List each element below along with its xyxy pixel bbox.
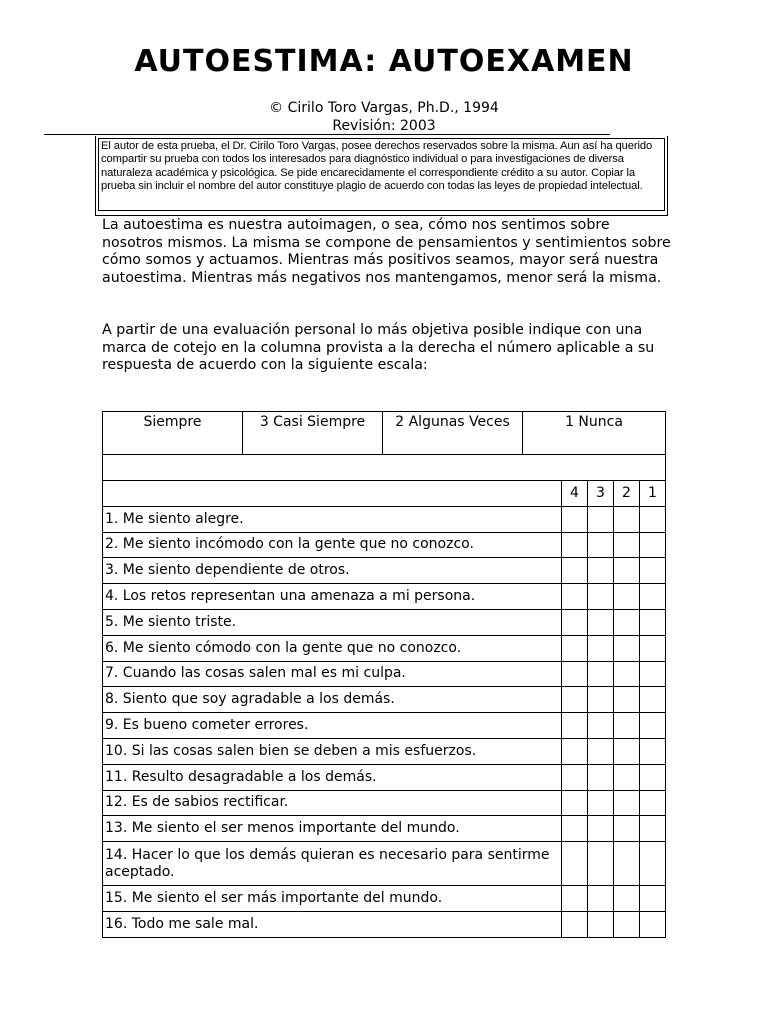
answer-cell-1[interactable] (640, 790, 666, 816)
table-row (103, 609, 666, 635)
answer-cell-1[interactable] (640, 558, 666, 584)
item-statement: 10. Si las cosas salen bien se deben a mis esfuerzos. (103, 738, 562, 764)
table-row (103, 506, 666, 532)
items-table (102, 480, 666, 938)
answer-cell-2[interactable] (614, 911, 640, 937)
answer-cell-1[interactable] (640, 532, 666, 558)
scale-table (102, 411, 666, 481)
table-row (103, 911, 666, 937)
scale-header-2: 2 Algunas Veces (383, 412, 523, 455)
item-statement: 11. Resulto desagradable a los demás. (103, 764, 562, 790)
table-row (103, 532, 666, 558)
answer-cell-2[interactable] (614, 558, 640, 584)
answer-cell-3[interactable] (588, 886, 614, 912)
answer-cell-4[interactable] (562, 816, 588, 842)
answer-cell-2[interactable] (614, 713, 640, 739)
table-row (103, 790, 666, 816)
table-row (103, 842, 666, 886)
item-statement: 15. Me siento el ser más importante del mundo. (103, 886, 562, 912)
answer-cell-1[interactable] (640, 635, 666, 661)
scale-header-4: Siempre (103, 412, 243, 455)
answer-cell-4[interactable] (562, 687, 588, 713)
answer-header-4: 4 (562, 481, 588, 507)
answer-cell-1[interactable] (640, 687, 666, 713)
table-row (103, 635, 666, 661)
answer-cell-3[interactable] (588, 713, 614, 739)
item-statement: 9. Es bueno cometer errores. (103, 713, 562, 739)
answer-cell-2[interactable] (614, 790, 640, 816)
scale-header-3: 3 Casi Siempre (243, 412, 383, 455)
intro-paragraph: La autoestima es nuestra autoimagen, o sea, cómo nos sentimos sobre nosotros mismos. La misma se compone de pensamientos y sentimientos sobre cómo somos y actuamos. Mientras más positivos seamos, mayor será nuestra autoestima. Mientras más negativos nos mantengamos, menor será la misma. (102, 217, 671, 286)
item-statement: 16. Todo me sale mal. (103, 911, 562, 937)
table-row (103, 584, 666, 610)
answer-cell-1[interactable] (640, 713, 666, 739)
item-statement: 13. Me siento el ser menos importante del mundo. (103, 816, 562, 842)
answer-header-row (103, 481, 666, 507)
answer-cell-1[interactable] (640, 911, 666, 937)
table-row (103, 764, 666, 790)
answer-cell-2[interactable] (614, 764, 640, 790)
answer-cell-1[interactable] (640, 609, 666, 635)
answer-cell-4[interactable] (562, 532, 588, 558)
answer-cell-3[interactable] (588, 584, 614, 610)
copyright-line: © Cirilo Toro Vargas, Ph.D., 1994 (269, 100, 499, 116)
scale-header-1: 1 Nunca (523, 412, 666, 455)
table-row (103, 738, 666, 764)
item-statement: 2. Me siento incómodo con la gente que no conozco. (103, 532, 562, 558)
table-row (103, 558, 666, 584)
answer-cell-2[interactable] (614, 506, 640, 532)
answer-header-2: 2 (614, 481, 640, 507)
answer-cell-4[interactable] (562, 558, 588, 584)
answer-cell-3[interactable] (588, 816, 614, 842)
answer-cell-1[interactable] (640, 738, 666, 764)
answer-cell-4[interactable] (562, 790, 588, 816)
item-statement: 5. Me siento triste. (103, 609, 562, 635)
item-statement: 14. Hacer lo que los demás quieran es necesario para sentirme aceptado. (103, 842, 562, 886)
answer-cell-4[interactable] (562, 713, 588, 739)
answer-cell-1[interactable] (640, 506, 666, 532)
answer-cell-2[interactable] (614, 609, 640, 635)
answer-cell-3[interactable] (588, 532, 614, 558)
answer-cell-1[interactable] (640, 842, 666, 886)
item-statement: 12. Es de sabios rectificar. (103, 790, 562, 816)
scale-blank-row (103, 455, 666, 481)
answer-cell-2[interactable] (614, 886, 640, 912)
page-title: AUTOESTIMA: AUTOEXAMEN (134, 44, 634, 79)
item-statement: 6. Me siento cómodo con la gente que no conozco. (103, 635, 562, 661)
statement-header-cell (103, 481, 562, 507)
answer-cell-4[interactable] (562, 661, 588, 687)
divider (44, 134, 610, 135)
answer-cell-1[interactable] (640, 584, 666, 610)
answer-cell-3[interactable] (588, 764, 614, 790)
answer-cell-3[interactable] (588, 506, 614, 532)
answer-cell-3[interactable] (588, 558, 614, 584)
answer-cell-2[interactable] (614, 816, 640, 842)
answer-header-1: 1 (640, 481, 666, 507)
item-statement: 1. Me siento alegre. (103, 506, 562, 532)
copyright-notice: El autor de esta prueba, el Dr. Cirilo Toro Vargas, posee derechos reservados sobre la misma. Aun así ha querido compartir su prueba con todos los interesados para diagnóstico individual o para investigaciones de diversa naturaleza académica y psicológica. Se pide encarecidamente el correspondiente crédito a su autor. Copiar la prueba sin incluir el nombre del autor constituye plagio de acuerdo con todas las leyes de propiedad intelectual. (98, 138, 665, 211)
answer-cell-2[interactable] (614, 661, 640, 687)
answer-cell-3[interactable] (588, 635, 614, 661)
answer-cell-4[interactable] (562, 886, 588, 912)
answer-cell-2[interactable] (614, 738, 640, 764)
answer-cell-3[interactable] (588, 911, 614, 937)
answer-cell-1[interactable] (640, 816, 666, 842)
table-row (103, 816, 666, 842)
answer-cell-4[interactable] (562, 764, 588, 790)
answer-cell-3[interactable] (588, 842, 614, 886)
answer-cell-4[interactable] (562, 635, 588, 661)
table-row (103, 687, 666, 713)
answer-cell-2[interactable] (614, 635, 640, 661)
answer-cell-1[interactable] (640, 886, 666, 912)
answer-cell-4[interactable] (562, 506, 588, 532)
answer-cell-3[interactable] (588, 738, 614, 764)
revision-line: Revisión: 2003 (332, 118, 436, 134)
copyright-block (0, 99, 768, 135)
answer-cell-4[interactable] (562, 842, 588, 886)
answer-cell-3[interactable] (588, 790, 614, 816)
table-row (103, 886, 666, 912)
answer-cell-3[interactable] (588, 661, 614, 687)
answer-cell-1[interactable] (640, 764, 666, 790)
answer-cell-2[interactable] (614, 842, 640, 886)
answer-cell-4[interactable] (562, 609, 588, 635)
item-statement: 7. Cuando las cosas salen mal es mi culpa. (103, 661, 562, 687)
answer-cell-3[interactable] (588, 687, 614, 713)
instructions-paragraph: A partir de una evaluación personal lo más objetiva posible indique con una marca de cotejo en la columna provista a la derecha el número aplicable a su respuesta de acuerdo con la siguiente escala: (102, 322, 655, 373)
answer-cell-1[interactable] (640, 661, 666, 687)
answer-cell-4[interactable] (562, 738, 588, 764)
item-statement: 8. Siento que soy agradable a los demás. (103, 687, 562, 713)
answer-cell-4[interactable] (562, 911, 588, 937)
answer-cell-4[interactable] (562, 584, 588, 610)
answer-cell-2[interactable] (614, 584, 640, 610)
answer-cell-3[interactable] (588, 609, 614, 635)
answer-cell-2[interactable] (614, 687, 640, 713)
table-row (103, 713, 666, 739)
item-statement: 3. Me siento dependiente de otros. (103, 558, 562, 584)
answer-cell-2[interactable] (614, 532, 640, 558)
table-row (103, 661, 666, 687)
item-statement: 4. Los retos representan una amenaza a mi persona. (103, 584, 562, 610)
answer-header-3: 3 (588, 481, 614, 507)
